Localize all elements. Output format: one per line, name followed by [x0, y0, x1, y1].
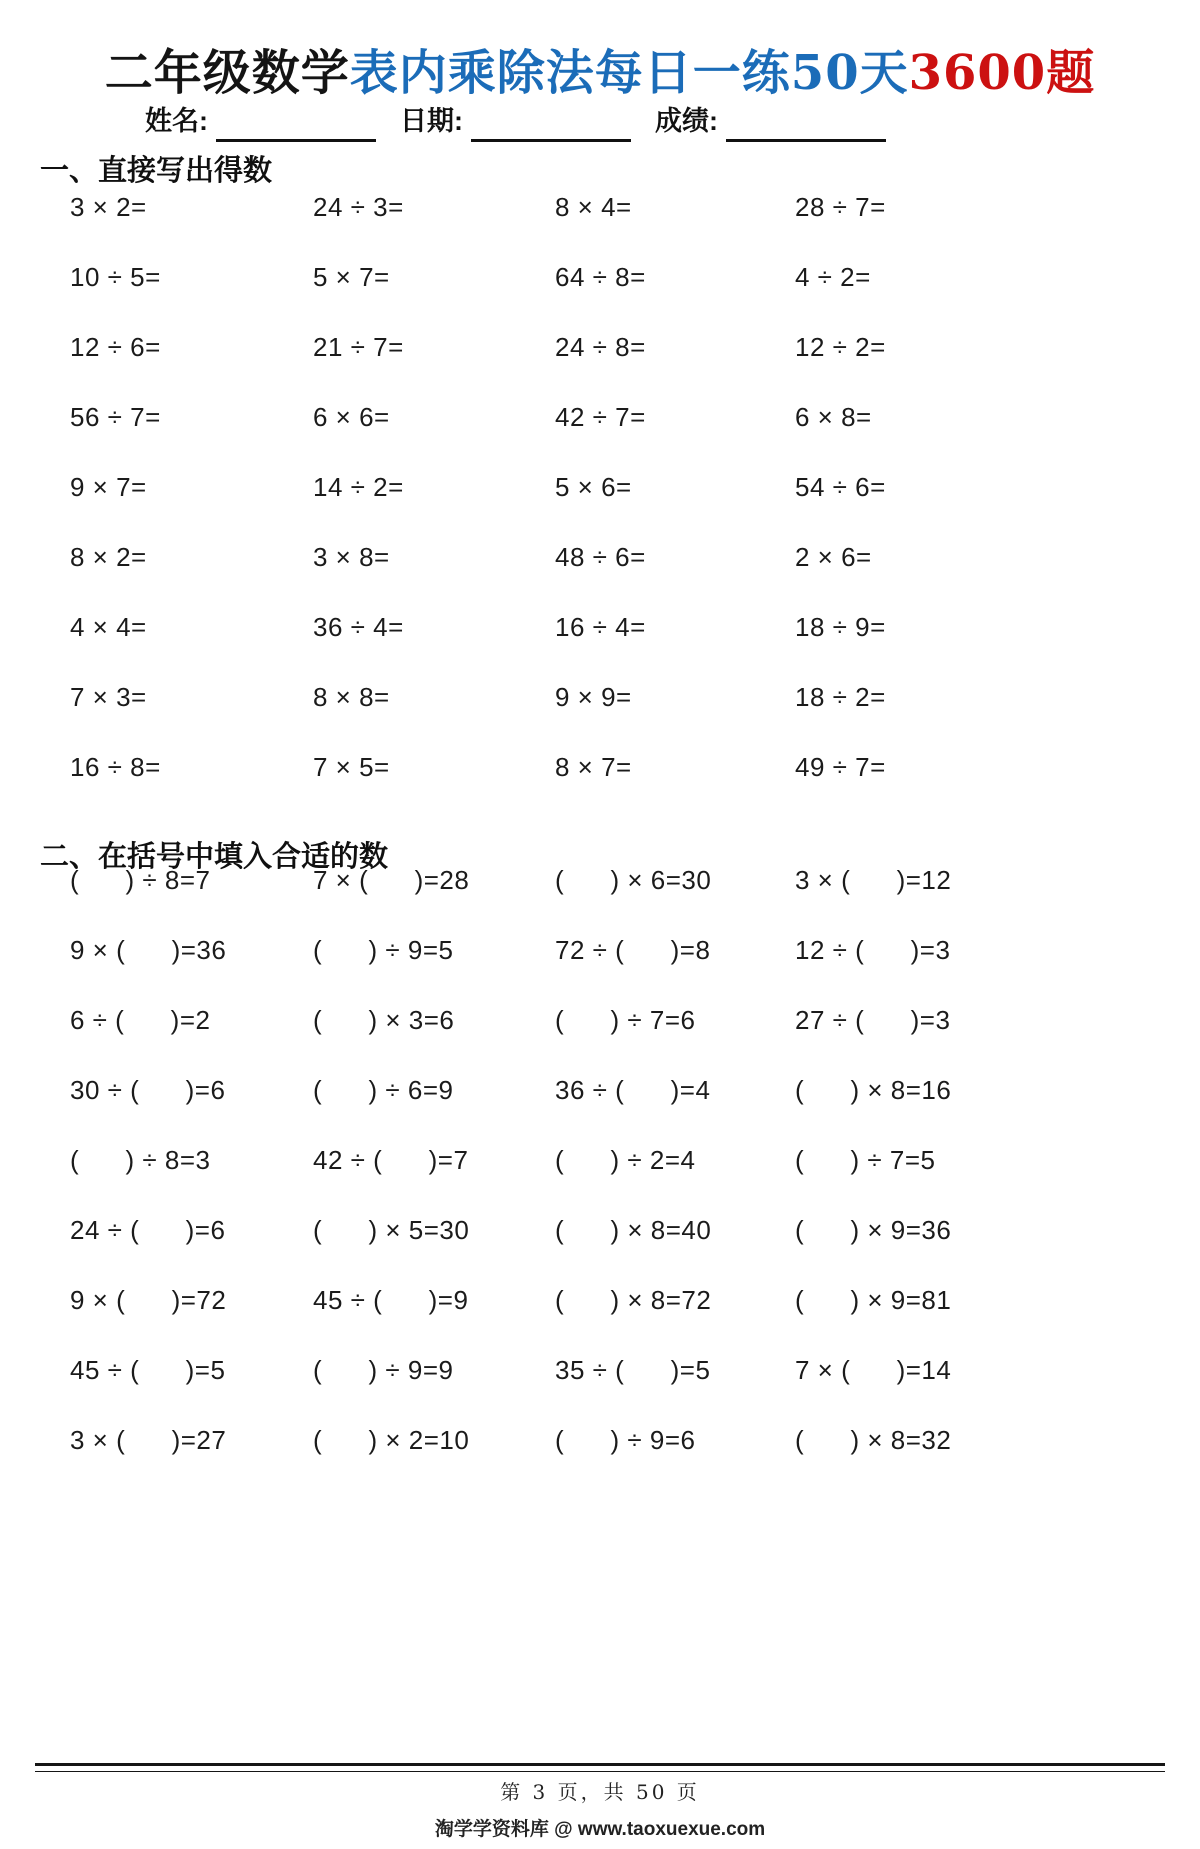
problem-section1-r4-c2: 6 × 6= [313, 401, 390, 432]
problem-section1-r7-c3: 16 ÷ 4= [555, 611, 646, 642]
section1-heading: 一、直接写出得数 [40, 155, 273, 187]
problem-section2-r9-c2: ( ) × 2=10 [313, 1424, 470, 1455]
problem-section1-r6-c3: 48 ÷ 6= [555, 541, 646, 572]
problem-section2-r6-c1: 24 ÷ ( )=6 [70, 1214, 226, 1245]
problem-section2-r7-c2: 45 ÷ ( )=9 [313, 1284, 469, 1315]
problem-section1-r1-c1: 3 × 2= [70, 191, 147, 222]
problem-section1-r9-c1: 16 ÷ 8= [70, 751, 161, 782]
problem-section2-r4-c4: ( ) × 8=16 [795, 1074, 952, 1105]
site-watermark: 淘学学资料库 @ www.taoxuexue.com [434, 1819, 766, 1840]
problem-section2-r9-c4: ( ) × 8=32 [795, 1424, 952, 1455]
problem-section1-r8-c4: 18 ÷ 2= [795, 681, 886, 712]
problem-section1-r6-c4: 2 × 6= [795, 541, 872, 572]
problem-section2-r3-c1: 6 ÷ ( )=2 [70, 1004, 211, 1035]
problem-section1-r8-c2: 8 × 8= [313, 681, 390, 712]
problem-section1-r3-c4: 12 ÷ 2= [795, 331, 886, 362]
problem-section1-r9-c2: 7 × 5= [313, 751, 390, 782]
problem-section2-r9-c1: 3 × ( )=27 [70, 1424, 227, 1455]
problem-section2-r1-c4: 3 × ( )=12 [795, 864, 952, 895]
problem-section1-r1-c3: 8 × 4= [555, 191, 632, 222]
problem-section1-r3-c2: 21 ÷ 7= [313, 331, 404, 362]
problem-section2-r7-c1: 9 × ( )=72 [70, 1284, 227, 1315]
problem-section1-r2-c2: 5 × 7= [313, 261, 390, 292]
problem-section1-r5-c1: 9 × 7= [70, 471, 147, 502]
problem-section1-r1-c2: 24 ÷ 3= [313, 191, 404, 222]
problem-section1-r3-c1: 12 ÷ 6= [70, 331, 161, 362]
problem-section1-r2-c4: 4 ÷ 2= [795, 261, 871, 292]
problem-section2-r8-c2: ( ) ÷ 9=9 [313, 1354, 454, 1385]
problem-section2-r7-c4: ( ) × 9=81 [795, 1284, 952, 1315]
date-label: 日期: [400, 106, 463, 136]
problem-section1-r8-c3: 9 × 9= [555, 681, 632, 712]
problem-section2-r5-c1: ( ) ÷ 8=3 [70, 1144, 211, 1175]
problem-section2-r8-c4: 7 × ( )=14 [795, 1354, 952, 1385]
page-number: 第 3 页，共 50 页 [500, 1780, 700, 1804]
problem-section1-r8-c1: 7 × 3= [70, 681, 147, 712]
section2-problem-grid [70, 845, 1132, 1475]
problem-section1-r9-c3: 8 × 7= [555, 751, 632, 782]
problem-section1-r5-c3: 5 × 6= [555, 471, 632, 502]
problem-section1-r2-c1: 10 ÷ 5= [70, 261, 161, 292]
problem-section2-r2-c4: 12 ÷ ( )=3 [795, 934, 951, 965]
problem-section1-r7-c1: 4 × 4= [70, 611, 147, 642]
section2-heading: 二、在括号中填入合适的数 [40, 841, 389, 873]
info-line [145, 104, 886, 138]
score-label: 成绩: [655, 106, 718, 136]
problem-section1-r9-c4: 49 ÷ 7= [795, 751, 886, 782]
problem-section2-r8-c1: 45 ÷ ( )=5 [70, 1354, 226, 1385]
problem-section2-r3-c4: 27 ÷ ( )=3 [795, 1004, 951, 1035]
problem-section1-r6-c1: 8 × 2= [70, 541, 147, 572]
problem-section1-r4-c1: 56 ÷ 7= [70, 401, 161, 432]
date-blank-line [471, 109, 631, 142]
problem-section1-r5-c4: 54 ÷ 6= [795, 471, 886, 502]
problem-section2-r3-c2: ( ) × 3=6 [313, 1004, 455, 1035]
name-label: 姓名: [145, 106, 208, 136]
problem-section2-r4-c1: 30 ÷ ( )=6 [70, 1074, 226, 1105]
problem-section2-r1-c2: 7 × ( )=28 [313, 864, 470, 895]
problem-section2-r3-c3: ( ) ÷ 7=6 [555, 1004, 696, 1035]
problem-section2-r5-c4: ( ) ÷ 7=5 [795, 1144, 936, 1175]
problem-section2-r6-c4: ( ) × 9=36 [795, 1214, 952, 1245]
problem-section1-r7-c2: 36 ÷ 4= [313, 611, 404, 642]
problem-section1-r1-c4: 28 ÷ 7= [795, 191, 886, 222]
problem-section2-r4-c2: ( ) ÷ 6=9 [313, 1074, 454, 1105]
problem-section2-r7-c3: ( ) × 8=72 [555, 1284, 712, 1315]
problem-section1-r6-c2: 3 × 8= [313, 541, 390, 572]
problem-section2-r2-c3: 72 ÷ ( )=8 [555, 934, 711, 965]
problem-section1-r5-c2: 14 ÷ 2= [313, 471, 404, 502]
problem-section2-r5-c3: ( ) ÷ 2=4 [555, 1144, 696, 1175]
page-title [0, 34, 1200, 103]
title-topic-part: 表内乘除法每日一练50天 [349, 45, 909, 101]
score-blank-line [726, 109, 886, 142]
problem-section2-r2-c2: ( ) ÷ 9=5 [313, 934, 454, 965]
problem-section2-r6-c2: ( ) × 5=30 [313, 1214, 470, 1245]
problem-section1-r4-c4: 6 × 8= [795, 401, 872, 432]
problem-section2-r6-c3: ( ) × 8=40 [555, 1214, 712, 1245]
title-grade-part: 二年级数学 [104, 45, 350, 101]
problem-section2-r1-c1: ( ) ÷ 8=7 [70, 864, 211, 895]
problem-section1-r4-c3: 42 ÷ 7= [555, 401, 646, 432]
problem-section1-r2-c3: 64 ÷ 8= [555, 261, 646, 292]
problem-section1-r3-c3: 24 ÷ 8= [555, 331, 646, 362]
title-count-part: 3600题 [908, 45, 1096, 101]
problem-section2-r1-c3: ( ) × 6=30 [555, 864, 712, 895]
problem-section2-r2-c1: 9 × ( )=36 [70, 934, 227, 965]
footer-divider [35, 1763, 1165, 1772]
problem-section2-r8-c3: 35 ÷ ( )=5 [555, 1354, 711, 1385]
problem-section2-r5-c2: 42 ÷ ( )=7 [313, 1144, 469, 1175]
problem-section1-r7-c4: 18 ÷ 9= [795, 611, 886, 642]
problem-section2-r9-c3: ( ) ÷ 9=6 [555, 1424, 696, 1455]
problem-section2-r4-c3: 36 ÷ ( )=4 [555, 1074, 711, 1105]
name-blank-line [216, 109, 376, 142]
section1-problem-grid [70, 172, 1132, 802]
